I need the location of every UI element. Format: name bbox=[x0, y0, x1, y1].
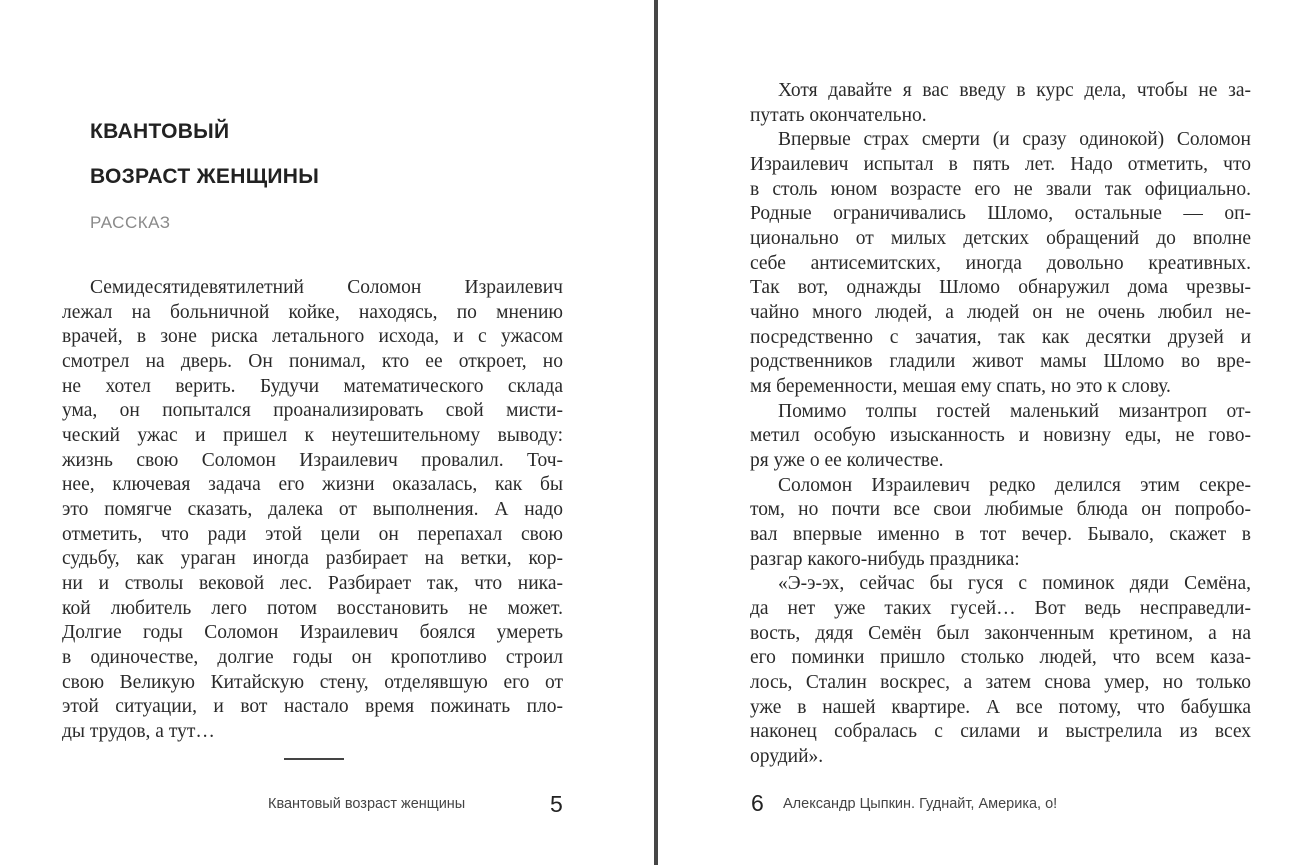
story-genre-label: РАССКАЗ bbox=[90, 213, 171, 232]
text-line: себе антисемитских, иногда довольно креативных. bbox=[750, 252, 1251, 274]
text-line: ни и стволы вековой лес. Разбирает так, что ника- bbox=[62, 573, 563, 595]
text-line: Соломон Израилевич редко делился этим секре- bbox=[778, 474, 1251, 496]
running-footer-title: Александр Цыпкин. Гуднайт, Америка, о! bbox=[783, 796, 1058, 812]
book-spine-divider bbox=[654, 0, 658, 865]
text-line: Долгие годы Соломон Израилевич боялся умереть bbox=[62, 622, 563, 644]
text-line: да нет уже таких гусей… Вот ведь несправедли- bbox=[750, 598, 1251, 620]
text-line: смотрел на дверь. Он понимал, кто ее откроет, но bbox=[62, 351, 563, 373]
text-line: Семидесятидевятилетний Соломон Израилевич bbox=[90, 277, 563, 298]
page-number: 5 bbox=[550, 791, 563, 817]
text-line: мя беременности, мешая ему спать, но это к слову. bbox=[750, 376, 1171, 398]
text-line: уже в нашей квартире. А все потому, что бабушка bbox=[750, 696, 1251, 718]
text-line: чайно много людей, а людей он не очень любил не- bbox=[750, 302, 1251, 324]
text-line: лось, Сталин воскрес, а затем снова умер, но только bbox=[750, 672, 1251, 694]
text-line: это помягче сказать, далека от выполнения. А надо bbox=[62, 499, 563, 521]
text-line: посредственно с зачатия, так как десятки друзей и bbox=[750, 326, 1251, 348]
text-line: этой ситуации, и вот настало время пожинать пло- bbox=[62, 696, 563, 718]
text-line: том, но почти все свои любимые блюда он попробо- bbox=[750, 499, 1251, 521]
right-page bbox=[659, 0, 1314, 865]
text-line: врачей, в зоне риска летального исхода, и с ужасом bbox=[62, 326, 563, 348]
text-line: наконец собралась с силами и выстрелила из всех bbox=[750, 721, 1251, 743]
left-body-text bbox=[62, 276, 563, 745]
paragraph bbox=[62, 276, 563, 745]
text-line: Так вот, однажды Шломо обнаружил дома чрезвы- bbox=[750, 277, 1251, 299]
running-footer-title: Квантовый возраст женщины bbox=[268, 796, 466, 812]
text-line: орудий». bbox=[750, 746, 824, 768]
text-line: ческий ужас и пришел к неутешительному выводу: bbox=[62, 425, 563, 447]
story-title-line-1: КВАНТОВЫЙ bbox=[90, 120, 230, 143]
text-line: Впервые страх смерти (и сразу одинокой) Соломон bbox=[778, 129, 1251, 151]
text-line: лежал на больничной койке, находясь, по мнению bbox=[62, 301, 563, 323]
text-line: в столь юном возрасте его не звали так официально. bbox=[750, 178, 1251, 200]
paragraph bbox=[750, 79, 1251, 128]
text-line: Израилевич испытал в пять лет. Надо отметить, что bbox=[750, 154, 1251, 176]
text-line: свою Великую Китайскую стену, отделявшую его от bbox=[62, 671, 563, 693]
text-line: Родные ограничивались Шломо, остальные — оп- bbox=[750, 203, 1251, 225]
text-line: вость, дядя Семён был законченным кретином, а на bbox=[750, 622, 1251, 644]
text-line: ума, он попытался проанализировать свой мисти- bbox=[62, 400, 563, 422]
text-line: не хотел верить. Будучи математического склада bbox=[62, 375, 563, 397]
text-line: Хотя давайте я вас введу в курс дела, чтобы не за- bbox=[778, 80, 1251, 101]
page-number: 6 bbox=[751, 790, 764, 816]
text-line: ционально от милых детских обращений до вполне bbox=[750, 228, 1251, 250]
paragraph bbox=[750, 128, 1251, 399]
text-line: путать окончательно. bbox=[750, 104, 927, 126]
story-title-line-2: ВОЗРАСТ ЖЕНЩИНЫ bbox=[90, 165, 320, 188]
paragraph bbox=[750, 572, 1251, 769]
section-end-rule bbox=[284, 758, 344, 760]
text-line: ды трудов, а тут… bbox=[62, 721, 215, 743]
text-line: вал впервые именно в тот вечер. Бывало, скажет в bbox=[750, 524, 1251, 546]
paragraph bbox=[750, 400, 1251, 474]
text-line: «Э-э-эх, сейчас бы гуся с поминок дяди Семёна, bbox=[778, 573, 1251, 595]
text-line: отметить, что ради этой цели он перепахал свою bbox=[62, 523, 563, 545]
right-body-text bbox=[750, 79, 1251, 770]
text-line: метил особую изысканность и новизну еды, не гово- bbox=[750, 425, 1251, 447]
text-line: жизнь свою Соломон Израилевич провалил. Точ- bbox=[62, 449, 563, 471]
text-line: кой любитель лего потом восстановить не может. bbox=[62, 597, 563, 619]
text-line: нее, ключевая задача его жизни оказалась, как бы bbox=[62, 474, 563, 496]
text-line: родственников гладили живот мамы Шломо во вре- bbox=[750, 351, 1251, 373]
text-line: в одиночестве, долгие годы он кропотливо строил bbox=[62, 647, 563, 669]
text-line: ря уже о ее количестве. bbox=[750, 450, 944, 472]
text-line: разгар какого-нибудь праздника: bbox=[750, 548, 1020, 570]
text-line: Помимо толпы гостей маленький мизантроп от- bbox=[778, 400, 1251, 422]
paragraph bbox=[750, 474, 1251, 573]
text-line: его поминки пришло столько людей, что всем каза- bbox=[750, 647, 1251, 669]
left-page bbox=[0, 0, 655, 865]
text-line: судьбу, как ураган иногда разбирает на ветки, кор- bbox=[62, 548, 563, 570]
